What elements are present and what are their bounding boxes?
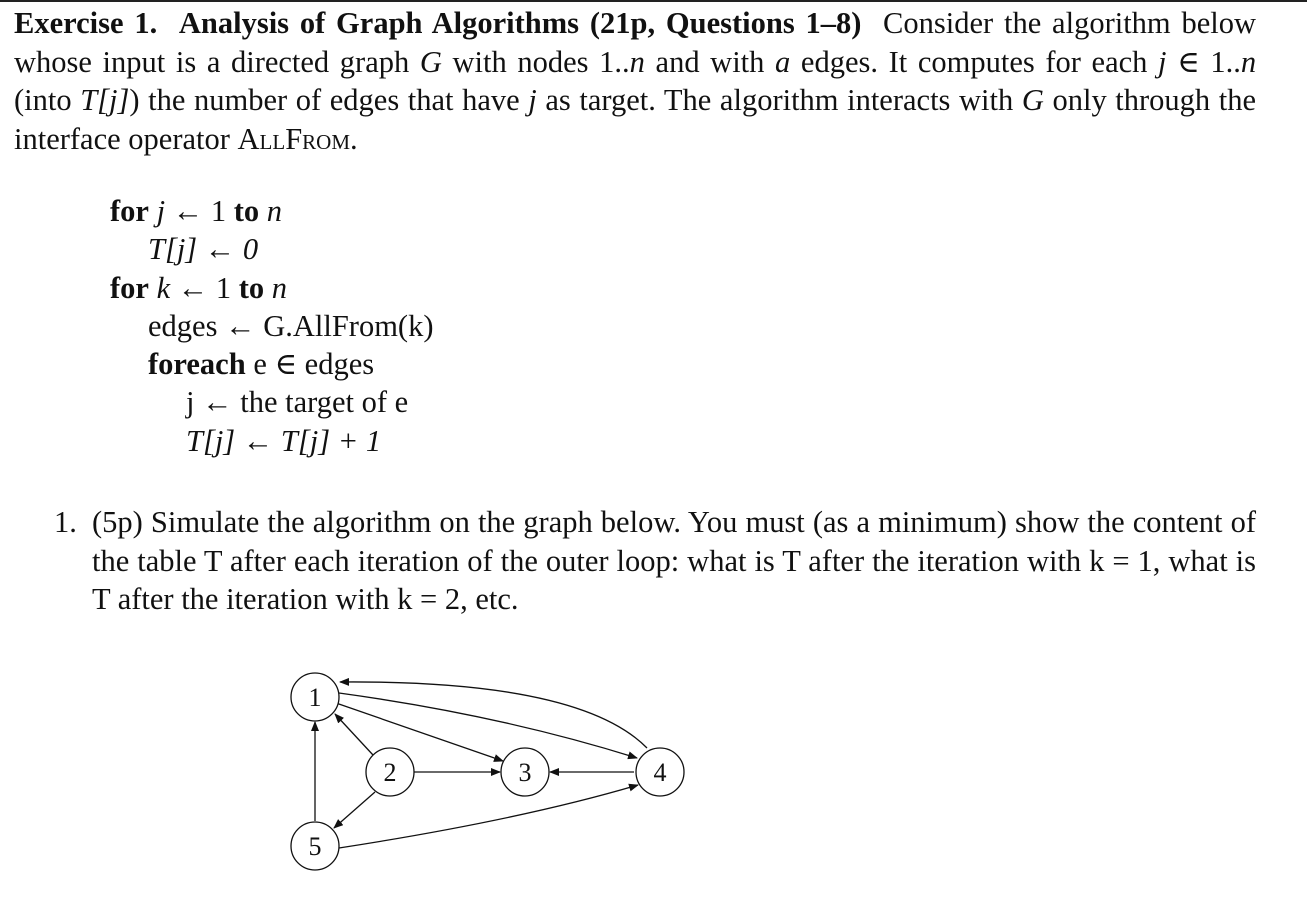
question-text: (5p) Simulate the algorithm on the graph below. You must (as a minimum) show the content of the table T after each iteration of the outer loop: what is T after the iteration with k = 1, what is T after the iteration with k = 2, etc. [92,505,1256,616]
math-n-2: n [1240,44,1257,79]
node-1-label: 1 [308,683,322,712]
edge-2-5 [334,792,375,828]
var-n: n [264,270,288,305]
math-j: j [1158,44,1167,79]
algo-line-4 [110,307,433,345]
math-a: a [775,44,791,79]
algo-text: e ∈ edges [245,347,375,382]
exercise-paragraph [14,4,1256,158]
math-n: n [629,44,645,79]
edge-2-1 [335,714,373,755]
algo-line-6 [110,383,433,421]
keyword-for: for [110,270,149,305]
exercise-text-1: Consider the algorithm below whose input is a directed graph [14,6,1256,79]
node-4-label: 4 [653,758,667,787]
algo-line-2 [110,230,433,268]
keyword-to: to [238,270,265,305]
math-G-2: G [1021,83,1044,117]
algo-line-3 [110,269,433,307]
var-n: n [259,194,282,228]
exercise-text-6: (into [14,83,72,117]
question-number: 1. [54,505,77,539]
node-5-label: 5 [308,832,322,861]
algo-line-5 [110,345,433,383]
algo-text: T[j] ← T[j] + 1 [186,423,382,458]
algo-text: ← 1 [170,270,239,305]
algorithm-block [110,192,433,460]
exercise-text-4: edges. It computes for each [800,44,1148,79]
exercise-title: Analysis of Graph Algorithms (21p, Questions 1–8) [178,6,862,40]
keyword-to: to [233,194,260,228]
algo-text: j ← the target of e [186,385,409,420]
exercise-text-7: ) the number of edges that have [129,83,520,117]
exercise-heading: Exercise 1. [14,6,158,40]
operator-name: AllFrom [237,121,351,156]
algo-text: T[j] ← 0 [148,232,259,267]
var-j: j [156,194,166,228]
exercise-text-2: with nodes 1.. [452,44,630,79]
math-j-2: j [528,83,537,117]
exercise-text-3: and with [655,44,765,79]
exercise-text-8: as target. The algorithm interacts with [545,83,1014,117]
node-2-label: 2 [383,758,397,787]
exercise-text-9: only through the interface operator [14,83,1257,156]
algo-line-1 [110,192,433,230]
algo-text: edges ← G.AllFrom(k) [148,308,434,343]
top-rule [0,0,1307,2]
question-1 [54,503,1256,619]
keyword-for: for [110,194,149,228]
algo-line-7 [110,422,433,460]
edge-1-3 [336,703,503,761]
keyword-foreach: foreach [148,347,246,382]
var-k: k [156,270,171,305]
math-G: G [419,44,442,79]
exercise-text-end: . [350,121,358,156]
directed-graph [280,660,700,885]
node-3-label: 3 [518,758,532,787]
algo-text: ← 1 [165,194,234,228]
exercise-text-5: ∈ 1.. [1177,44,1241,79]
math-Tj: T[j] [80,83,130,117]
edge-4-1 [340,682,647,748]
